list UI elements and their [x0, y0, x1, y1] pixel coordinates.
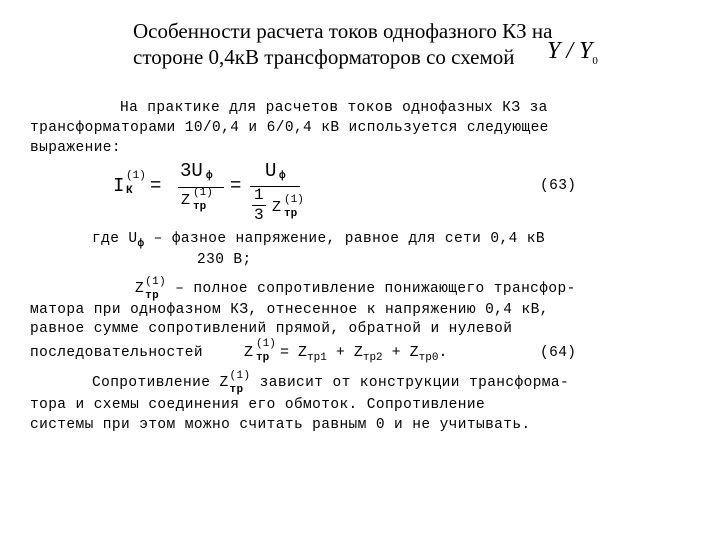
- formula63-number: (63): [540, 178, 577, 194]
- formula63-num2-sub: ф: [279, 170, 286, 182]
- z-definition-line-1: Z (1) тр – полное сопротивление понижающего трансфор-: [135, 276, 576, 302]
- formula63-frac-den: 3: [254, 206, 264, 224]
- where-line-1: где $U_ф$ – фазное напряжение, равное для сети 0,4 кВ: [92, 231, 545, 250]
- formula63-den2-sub: тр: [284, 208, 298, 220]
- resistance-line-2: тора и схемы соединения его обмоток. Сопротивление: [30, 397, 486, 413]
- intro-line-1: На практике для расчетов токов однофазных КЗ за: [120, 100, 548, 116]
- intro-line-3: выражение:: [30, 140, 122, 156]
- formula63-den1: Z: [181, 192, 191, 209]
- formula63-num1-sub: ф: [206, 170, 213, 182]
- slide-title: [133, 18, 613, 70]
- intro-line-2: трансформаторами 10/0,4 и 6/0,4 кВ используется следующее: [30, 120, 549, 136]
- formula63-num2: U: [265, 160, 277, 182]
- title-scheme-symbol: Y / $Y_0$: [547, 38, 598, 67]
- formula63-num1: 3U: [180, 160, 203, 182]
- formula64-rhs: = $Z_{тр1} + Z_{тр2} + Z_{тр0}$.: [280, 344, 448, 364]
- formula64-lhs-sub: тр: [256, 352, 270, 364]
- formula63-eq1: =: [150, 175, 162, 197]
- resistance-line-3: системы при этом можно считать равным 0 и не учитывать.: [30, 417, 531, 433]
- formula64-number: (64): [540, 345, 577, 361]
- formula63-den1-sub: тр: [193, 201, 207, 213]
- formula63-eq2: =: [230, 175, 242, 197]
- formula63-den2: Z: [272, 199, 282, 216]
- resistance-line-1: Сопротивление Z (1) тр зависит от конструкции трансформа-: [92, 370, 570, 396]
- formula63-den1-sup: (1): [193, 187, 213, 199]
- title-line-2: стороне 0,4кВ трансформаторов со схемой: [133, 45, 515, 69]
- formula63-den2-sup: (1): [284, 194, 304, 206]
- where-line-2: 230 В;: [197, 252, 252, 268]
- title-line-1: Особенности расчета токов однофазного КЗ на: [133, 19, 553, 43]
- formula64-lhs-sup: (1): [256, 338, 276, 350]
- formula-64-line: последовательностей: [30, 345, 203, 361]
- z-definition-line-3: равное сумме сопротивлений прямой, обратной и нулевой: [30, 321, 513, 337]
- formula63-frac-num: 1: [254, 186, 264, 204]
- z-definition-line-2: матора при однофазном КЗ, отнесенное к напряжению 0,4 кВ,: [30, 302, 549, 318]
- formula63-lhs: I: [113, 175, 125, 197]
- formula63-lhs-sup: (1): [126, 170, 146, 182]
- formula63-lhs-sub: К: [126, 185, 133, 197]
- formula64-lhs: Z: [244, 344, 254, 361]
